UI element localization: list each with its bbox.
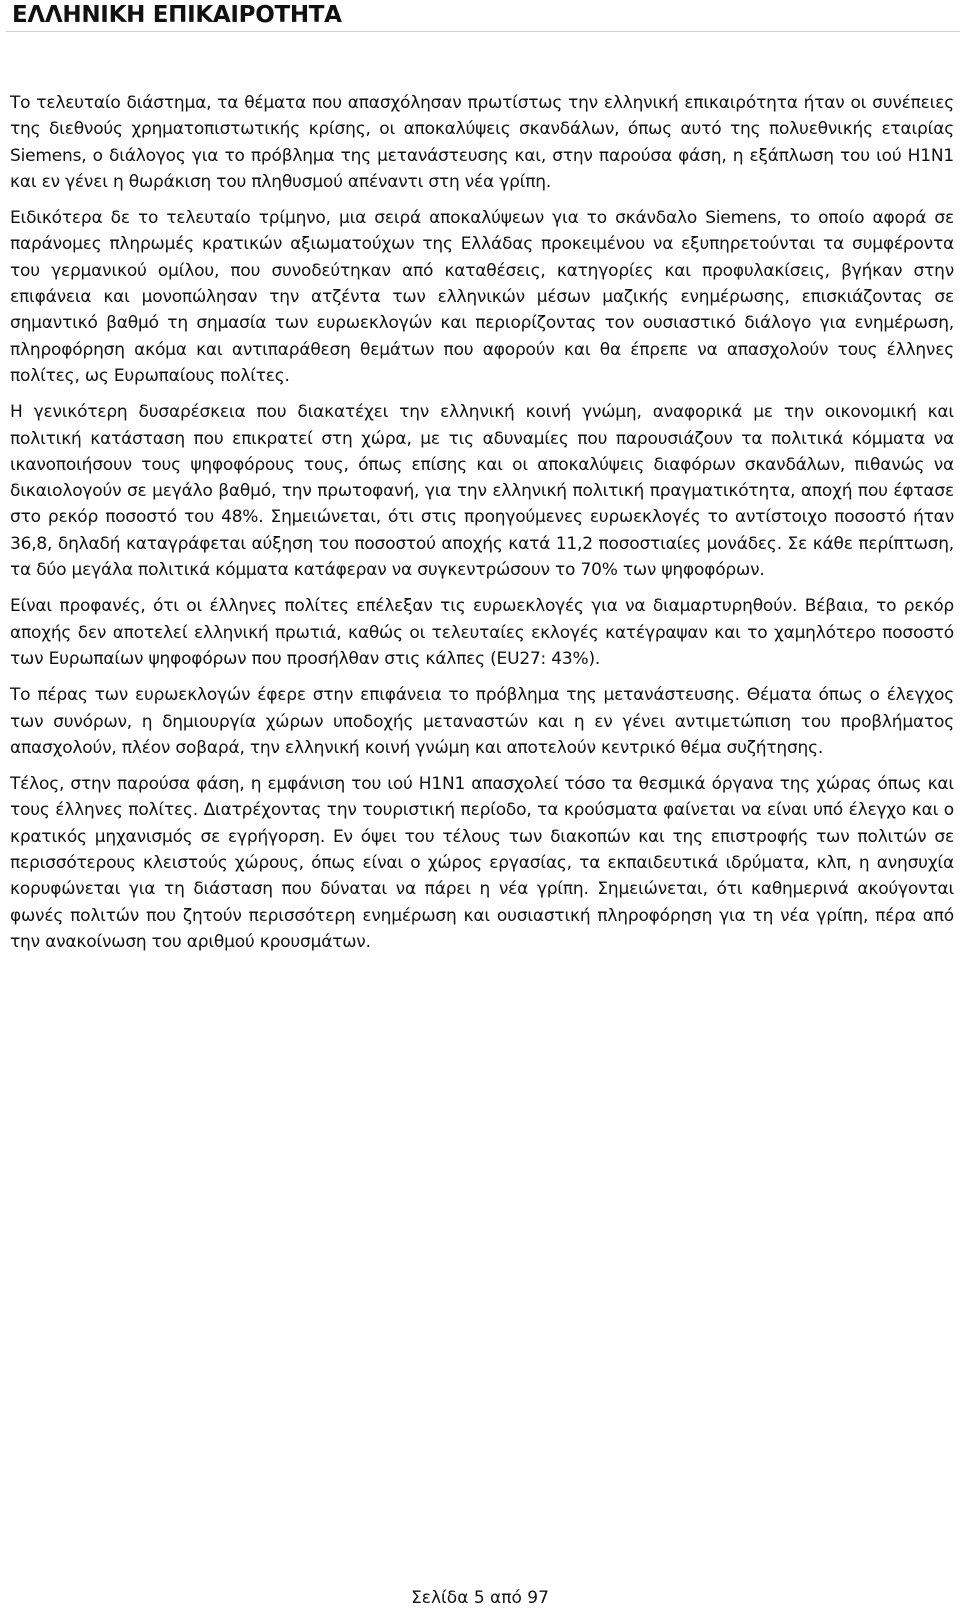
- paragraph-6: Τέλος, στην παρούσα φάση, η εμφάνιση του ιού H1N1 απασχολεί τόσο τα θεσμικά όργανα της χώρας όπως και τους έλληνες πολίτες. Διατρέχοντας την τουριστική περίοδο, τα κρούσματα φαίνεται να είναι υπό έλεγχο και ο κρατικός μηχανισμός σε εγρήγορση. Εν όψει του τέλους των διακοπών και της επιστροφής των πολιτών σε περισσότερους κλειστούς χώρους, όπως είναι ο χώρος εργασίας, τα εκπαιδευτικά ιδρύματα, κλπ, η ανησυχία κορυφώνεται για τη διάσταση που δύναται να πάρει η νέα γρίπη. Σημειώνεται, ότι καθημερινά ακούγονται φωνές πολιτών που ζητούν περισσότερη ενημέρωση και ουσιαστική πληροφόρηση για τη νέα γρίπη, πέρα από την ανακοίνωση του αριθμού κρουσμάτων.: [10, 774, 954, 952]
- page-header: [6, 0, 960, 32]
- paragraph-5: Το πέρας των ευρωεκλογών έφερε στην επιφάνεια το πρόβλημα της μετανάστευσης. Θέματα όπως ο έλεγχος των συνόρων, η δημιουργία χώρων υποδοχής μεταναστών και η εν γένει αντιμετώπιση του προβλήματος απασχολούν, πλέον σοβαρά, την ελληνική κοινή γνώμη και αποτελούν κεντρικό θέμα συζήτησης.: [10, 685, 954, 758]
- paragraph-4: Είναι προφανές, ότι οι έλληνες πολίτες επέλεξαν τις ευρωεκλογές για να διαμαρτυρηθούν. Βέβαια, το ρεκόρ αποχής δεν αποτελεί ελληνική πρωτιά, καθώς οι τελευταίες εκλογές κατέγραψαν και το χαμηλότερο ποσοστό των Ευρωπαίων ψηφοφόρων που προσήλθαν στις κάλπες (EU27: 43%).: [10, 596, 954, 669]
- section-title: ΕΛΛΗΝΙΚΗ ΕΠΙΚΑΙΡΟΤΗΤΑ: [12, 2, 342, 28]
- page-number: Σελίδα 5 από 97: [411, 1588, 549, 1608]
- paragraph-2: Ειδικότερα δε το τελευταίο τρίμηνο, μια σειρά αποκαλύψεων για το σκάνδαλο Siemens, το οποίο αφορά σε παράνομες πληρωμές κρατικών αξιωματούχων της Ελλάδας προκειμένου να εξυπηρετούνται τα συμφέροντα του γερμανικού ομίλου, που συνοδεύτηκαν από καταθέσεις, κατηγορίες και προφυλακίσεις, βγήκαν στην επιφάνεια και μονοπώλησαν την ατζέντα των ελληνικών μέσων μαζικής ενημέρωσης, επισκιάζοντας σε σημαντικό βαθμό τη σημασία των ευρωεκλογών και περιορίζοντας τον ουσιαστικό διάλογο για ενημέρωση, πληροφόρηση ακόμα και αντιπαράθεση θεμάτων που αφορούν και θα έπρεπε να απασχολούν τους έλληνες πολίτες, ως Ευρωπαίους πολίτες.: [10, 208, 954, 386]
- paragraph-1: Το τελευταίο διάστημα, τα θέματα που απασχόλησαν πρωτίστως την ελληνική επικαιρότητα ήταν οι συνέπειες της διεθνούς χρηματοπιστωτικής κρίσης, οι αποκαλύψεις σκανδάλων, όπως αυτό της πολυεθνικής εταιρίας Siemens, ο διάλογος για το πρόβλημα της μετανάστευσης και, στην παρούσα φάση, η εξάπλωση του ιού H1N1 και εν γένει η θωράκιση του πληθυσμού απέναντι στη νέα γρίπη.: [10, 93, 954, 192]
- paragraph-3: Η γενικότερη δυσαρέσκεια που διακατέχει την ελληνική κοινή γνώμη, αναφορικά με την οικονομική και πολιτική κατάσταση που επικρατεί στη χώρα, με τις αδυναμίες που παρουσιάζουν τα πολιτικά κόμματα να ικανοποιήσουν τους ψηφοφόρους τους, όπως επίσης και οι αποκαλύψεις διαφόρων σκανδάλων, πιθανώς να δικαιολογούν σε μεγάλο βαθμό, την πρωτοφανή, για την ελληνική πολιτική πραγματικότητα, αποχή που έφτασε στο ρεκόρ ποσοστό του 48%. Σημειώνεται, ότι στις προηγούμενες ευρωεκλογές το αντίστοιχο ποσοστό ήταν 36,8, δηλαδή καταγράφεται αύξηση του ποσοστού αποχής κατά 11,2 ποσοστιαίες μονάδες. Σε κάθε περίπτωση, τα δύο μεγάλα πολιτικά κόμματα κατάφεραν να συγκεντρώσουν το 70% των ψηφοφόρων.: [10, 402, 954, 581]
- document-body: [10, 90, 954, 965]
